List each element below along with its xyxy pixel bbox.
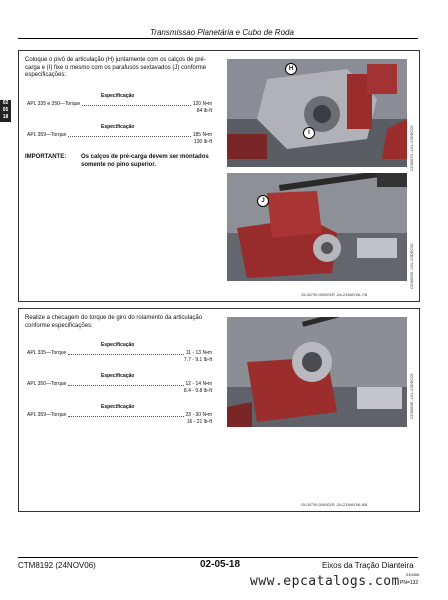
leader-dots	[68, 132, 190, 137]
leader-dots	[68, 350, 184, 355]
header-divider	[18, 38, 418, 39]
spec-label: APL 335—Torque	[27, 350, 67, 356]
spec-label: APL 335 e 350—Torque	[27, 101, 81, 107]
page-header-title: Transmissao Planetária e Cubo de Roda	[150, 28, 294, 37]
spec-label: APL 359—Torque	[27, 132, 67, 138]
spec-value: 11 - 13 N•m	[185, 350, 212, 356]
spec-heading: Especificação	[101, 373, 135, 379]
callout-j: J	[257, 195, 269, 207]
leader-dots	[68, 412, 183, 417]
leader-dots	[82, 101, 191, 106]
spec-row	[27, 412, 212, 419]
procedure-box-1	[18, 50, 420, 302]
spec-heading: Especificação	[101, 342, 135, 348]
assembly-photo-1	[227, 59, 407, 167]
section-tab-line3: 18	[2, 114, 9, 120]
instruction-text-1: Coloque o pivô de articulação (H) juntamente com os calços de pré-carga e (I) fixe o mesmo com os parafusos sextavados (J) conforme especificações:	[25, 57, 207, 78]
important-label: IMPORTANTE:	[25, 154, 67, 160]
spec-alt-value: 7.7 - 9.1 lb-ft	[183, 357, 212, 363]
leader-dots	[68, 381, 183, 386]
assembly-photo-1-illustration	[227, 59, 407, 167]
footer-divider	[18, 557, 418, 558]
spec-value: 185 N•m	[192, 132, 212, 138]
reference-code-2: GL04739,000001R -54-21MAY06-8/8	[301, 502, 368, 507]
spec-heading: Especificação	[101, 404, 135, 410]
photo-3-caption: CD30668 –UN–23DEC05	[409, 373, 414, 419]
manual-code: CTM8192 (24NOV06)	[18, 561, 96, 570]
spec-alt-value: 130 lb-ft	[193, 139, 212, 145]
procedure-box-2	[18, 308, 420, 512]
footer-date-code: 010406	[406, 572, 420, 577]
callout-h: H	[285, 63, 297, 75]
important-text: Os calços de pré-carga devem ser montados somente no pino superior.	[81, 154, 209, 168]
callout-i: I	[303, 127, 315, 139]
spec-row	[27, 101, 212, 108]
spec-value: 120 N•m	[192, 101, 212, 107]
torque-check-photo-illustration	[227, 317, 407, 427]
spec-row	[27, 381, 212, 388]
footer-pn: PN=132	[400, 580, 419, 586]
section-name: Eixos da Tração Dianteira	[322, 561, 414, 570]
section-tab	[0, 100, 11, 122]
assembly-photo-2-illustration	[227, 173, 407, 281]
spec-alt-value: 16 - 21 lb-ft	[186, 419, 212, 425]
spec-row	[27, 350, 212, 357]
spec-label: APL 359—Torque	[27, 412, 67, 418]
spec-label: APL 350—Torque	[27, 381, 67, 387]
photo-2-caption: CD30669 –UN–23DEC05	[409, 243, 414, 289]
instruction-text-2: Realize a checagem do torque de giro do rolamento da articulação conforme especificações:	[25, 315, 203, 329]
spec-heading: Especificação	[101, 124, 135, 130]
watermark-text: www.epcatalogs.com	[250, 574, 400, 589]
spec-heading: Especificação	[101, 93, 135, 99]
section-tab-line2: 05	[2, 107, 9, 113]
page-number: 02-05-18	[200, 559, 241, 570]
spec-value: 12 - 14 N•m	[185, 381, 212, 387]
section-tab-line1: 02	[2, 100, 9, 106]
spec-alt-value: 8.4 - 9.8 lb-ft	[183, 388, 212, 394]
spec-value: 23 - 30 N•m	[185, 412, 212, 418]
reference-code-1: GL04739,000001R -54-21MAY06-7/8	[301, 292, 368, 297]
assembly-photo-2	[227, 173, 407, 281]
spec-alt-value: 84 lb-ft	[196, 108, 212, 114]
spec-row	[27, 132, 212, 139]
torque-check-photo	[227, 317, 407, 427]
photo-1-caption: CD30670 –UN–23DEC05	[409, 125, 414, 171]
